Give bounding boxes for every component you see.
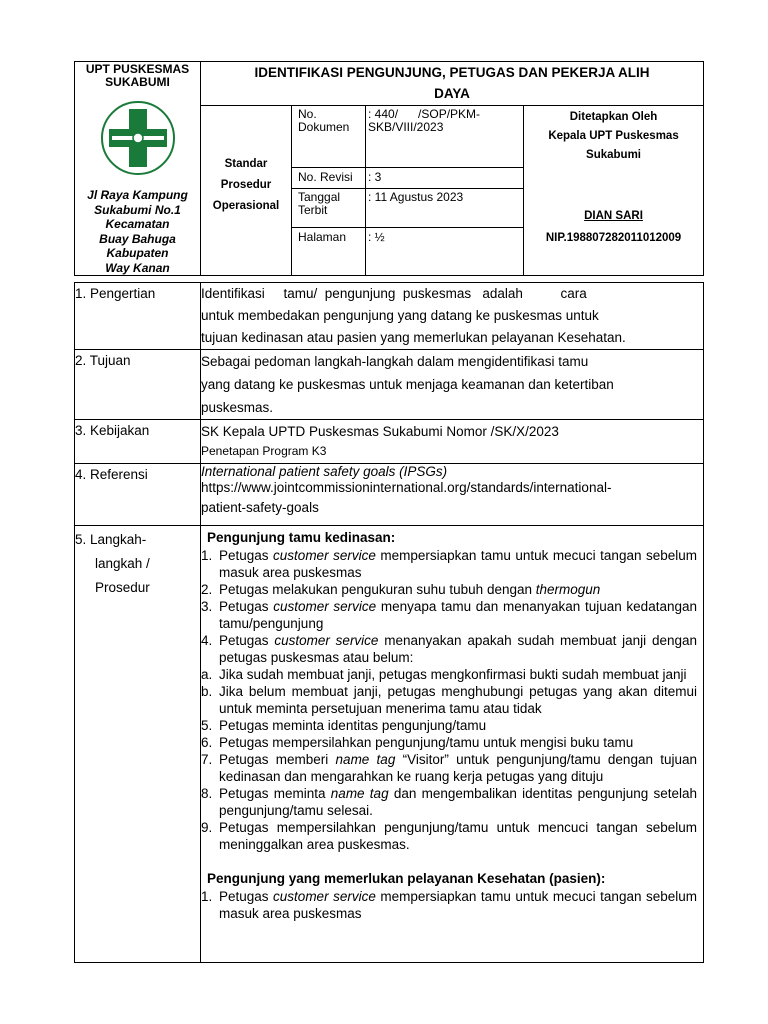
- langkah-label-line: 5. Langkah-: [75, 532, 147, 547]
- no-dokumen-label-line: Dokumen: [298, 120, 350, 134]
- pengertian-text: [201, 283, 704, 350]
- kebijakan-label: 3. Kebijakan: [75, 420, 201, 464]
- step-number: 9.: [201, 820, 213, 835]
- step-text: Petugas melakukan pengukuran suhu tubuh dengan: [219, 582, 536, 597]
- doc-title-line2: DAYA: [434, 86, 470, 101]
- kebijakan-text: [201, 420, 704, 464]
- step-number: 7.: [201, 752, 213, 767]
- step-term: customer service: [274, 633, 379, 648]
- step-number: 5.: [201, 718, 213, 733]
- no-dokumen-value-line: SKB/VIII/2023: [368, 120, 444, 134]
- org-name-line1: UPT PUSKESMAS: [85, 62, 190, 76]
- step-number: 3.: [201, 599, 213, 614]
- langkah-label: [75, 526, 201, 963]
- referensi-text: [201, 464, 704, 526]
- no-dokumen-label: [292, 106, 366, 168]
- step-text: menanyakan apakah sudah membuat janji dengan petugas puskesmas atau belum:: [219, 633, 698, 665]
- address-line: Kecamatan: [105, 217, 170, 231]
- step-text: Petugas memberi: [219, 752, 336, 767]
- ditetapkan-cell: [524, 106, 704, 276]
- no-dokumen-label-line: No.: [298, 107, 317, 121]
- list-item: [201, 751, 697, 785]
- tanggal-label-line: Terbit: [298, 203, 328, 217]
- list-item: [201, 547, 697, 581]
- tanggal-label-line: Tanggal: [298, 190, 341, 204]
- tujuan-line: puskesmas.: [201, 400, 274, 415]
- step-text: Petugas: [219, 633, 275, 648]
- step-number: 8.: [201, 786, 213, 801]
- step-text: Petugas mempersilahkan pengunjung/tamu untuk mengisi buku tamu: [219, 735, 634, 750]
- tujuan-line: yang datang ke puskesmas untuk menjaga keamanan dan ketertiban: [201, 377, 614, 392]
- tujuan-text: [201, 350, 704, 420]
- list-item: [201, 683, 697, 717]
- step-number: 6.: [201, 735, 213, 750]
- step-text: menyapa tamu dan menanyakan tujuan kedatangan tamu/pengunjung: [219, 599, 697, 631]
- no-dokumen-value-line: : 440/ /SOP/PKM-: [368, 107, 481, 121]
- pengertian-line: untuk membedakan pengunjung yang datang ke puskesmas untuk: [201, 308, 599, 323]
- puskesmas-logo: [100, 100, 176, 176]
- tanggal-terbit-label: [292, 189, 366, 228]
- pasien-steps: [201, 888, 697, 922]
- langkah-label-line: langkah /: [95, 556, 150, 571]
- step-term: customer service: [273, 548, 376, 563]
- halaman-value: : ½: [366, 228, 524, 276]
- list-item: [201, 717, 697, 734]
- referensi-line1: International patient safety goals (IPSGs): [201, 464, 448, 479]
- sop-label-line: Standar: [224, 158, 268, 170]
- step-text: mempersiapkan tamu untuk mecuci tangan sebelum masuk area puskesmas: [219, 548, 697, 580]
- org-name-line2: SUKABUMI: [105, 75, 170, 89]
- step-text: Petugas: [219, 599, 274, 614]
- no-revisi-label: No. Revisi: [292, 168, 366, 189]
- pengertian-line: tujuan kedinasan atau pasien yang memerlukan pelayanan Kesehatan.: [201, 330, 626, 345]
- step-text: Petugas mempersilahkan pengunjung/tamu untuk mencuci tangan sebelum meninggalkan area puskesmas.: [219, 820, 697, 852]
- step-text: mempersiapkan tamu untuk mecuci tangan sebelum masuk area puskesmas: [219, 889, 697, 921]
- table-row: [75, 350, 704, 420]
- step-text: Petugas meminta identitas pengunjung/tamu: [219, 718, 487, 733]
- ditetapkan-line: Sukabumi: [586, 149, 641, 161]
- org-cell: [75, 62, 201, 276]
- referensi-line3: patient-safety-goals: [201, 500, 319, 515]
- step-text: Jika belum membuat janji, petugas menghubungi petugas yang akan ditemui untuk meminta persetujuan menerima tamu atau tidak: [219, 684, 697, 716]
- step-number: 1.: [201, 548, 213, 563]
- step-text: Jika sudah membuat janji, petugas mengkonfirmasi bukti sudah membuat janji: [219, 667, 687, 682]
- referensi-label: 4. Referensi: [75, 464, 201, 526]
- no-revisi-value: : 3: [366, 168, 524, 189]
- step-text: “Visitor” untuk pengunjung/tamu dengan tujuan kedinasan dan mengarahkan ke ruang kerja petugas yang dituju: [219, 752, 697, 784]
- step-term: name tag: [330, 786, 389, 801]
- step-number: a.: [201, 667, 213, 682]
- tujuan-label: 2. Tujuan: [75, 350, 201, 420]
- step-text: Petugas: [219, 889, 274, 904]
- pasien-heading: Pengunjung yang memerlukan pelayanan Kesehatan (pasien):: [207, 871, 606, 886]
- pengertian-label: 1. Pengertian: [75, 283, 201, 350]
- step-text: Petugas: [219, 548, 274, 563]
- signer-name: DIAN SARI: [584, 210, 643, 222]
- address-line: Way Kanan: [105, 260, 170, 275]
- kedinasan-steps: [201, 547, 697, 853]
- step-term: customer service: [273, 599, 377, 614]
- langkah-content: [201, 526, 704, 963]
- referensi-line2: https://www.jointcommissioninternational.org/standards/international-: [201, 480, 612, 495]
- list-item: [201, 632, 697, 666]
- langkah-label-line: Prosedur: [95, 580, 150, 595]
- sop-label: [201, 106, 292, 276]
- doc-title: [201, 62, 704, 106]
- signer-nip: NIP.198807282011012009: [545, 232, 682, 244]
- step-number: 1.: [201, 889, 213, 904]
- step-number: 4.: [201, 633, 213, 648]
- step-number: 2.: [201, 582, 213, 597]
- list-item: [201, 888, 697, 922]
- list-item: [201, 598, 697, 632]
- sop-label-line: Operasional: [212, 200, 280, 212]
- doc-title-line1: IDENTIFIKASI PENGUNJUNG, PETUGAS DAN PEKERJA ALIH: [254, 65, 650, 80]
- table-row: [75, 420, 704, 464]
- list-item: [201, 734, 697, 751]
- step-term: name tag: [335, 752, 396, 767]
- list-item: [201, 785, 697, 819]
- pengertian-line: Identifikasi tamu/ pengunjung puskesmas adalah cara: [201, 286, 587, 301]
- step-term: customer service: [273, 889, 376, 904]
- list-item: [201, 581, 697, 598]
- sop-header-table: [74, 61, 704, 276]
- table-row: [75, 464, 704, 526]
- ditetapkan-line: Ditetapkan Oleh: [569, 111, 658, 123]
- list-item: [201, 819, 697, 853]
- step-text: Petugas meminta: [219, 786, 331, 801]
- green-cross-icon: [100, 100, 176, 176]
- sop-content-table: [74, 282, 704, 963]
- kebijakan-line1: SK Kepala UPTD Puskesmas Sukabumi Nomor /SK/X/2023: [201, 424, 559, 439]
- address-line: Buay Bahuga: [99, 231, 176, 246]
- address-line: Jl Raya Kampung: [87, 188, 188, 202]
- kebijakan-line2: Penetapan Program K3: [201, 444, 327, 458]
- step-text: dan mengembalikan identitas pengunjung setelah pengunjung/tamu selesai.: [219, 786, 697, 818]
- table-row: [75, 526, 704, 963]
- step-term: thermogun: [535, 582, 601, 597]
- kedinasan-heading: Pengunjung tamu kedinasan:: [207, 530, 396, 545]
- step-number: b.: [201, 684, 213, 699]
- tanggal-terbit-value: : 11 Agustus 2023: [366, 189, 524, 228]
- no-dokumen-value: [366, 106, 524, 168]
- sop-label-line: Prosedur: [220, 179, 272, 191]
- address-line: Kabupaten: [106, 246, 169, 260]
- tujuan-line: Sebagai pedoman langkah-langkah dalam mengidentifikasi tamu: [201, 354, 589, 369]
- address-line: Sukabumi No.1: [94, 202, 181, 217]
- list-item: [201, 666, 697, 683]
- table-row: [75, 283, 704, 350]
- halaman-label: Halaman: [292, 228, 366, 276]
- ditetapkan-line: Kepala UPT Puskesmas: [548, 130, 679, 142]
